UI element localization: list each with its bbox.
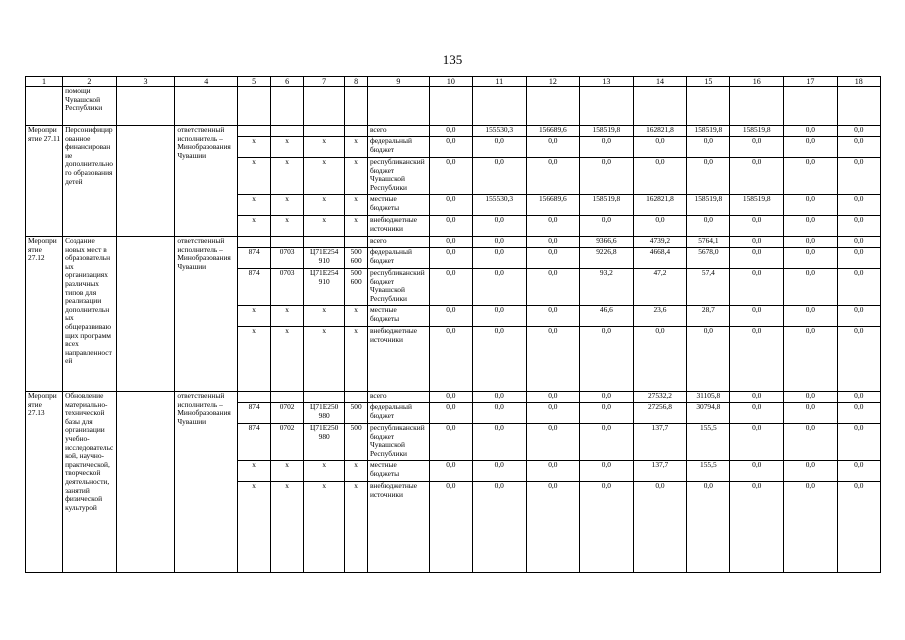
- expense-type: x: [345, 461, 368, 482]
- value-year-2: 0,0: [472, 306, 526, 327]
- funding-source: всего: [367, 126, 429, 137]
- header-cell-1: 1: [26, 77, 63, 87]
- header-cell-17: 17: [784, 77, 838, 87]
- grbs-code: x: [238, 482, 271, 573]
- value-year-6: 158519,8: [687, 195, 730, 216]
- value-year-9: 0,0: [837, 403, 880, 424]
- expense-type: x: [345, 306, 368, 327]
- target-article: x: [304, 461, 345, 482]
- value-year-7: 0,0: [730, 237, 784, 248]
- header-cell-15: 15: [687, 77, 730, 87]
- value-year-1: 0,0: [429, 237, 472, 248]
- cont-col7: [304, 87, 345, 126]
- section-code: x: [271, 327, 304, 392]
- funding-source: федеральный бюджет: [367, 403, 429, 424]
- value-year-5: 4739,2: [633, 237, 687, 248]
- value-year-6: 0,0: [687, 327, 730, 392]
- value-year-8: 0,0: [784, 392, 838, 403]
- target-article: x: [304, 137, 345, 158]
- funding-source: республиканский бюджет Чувашской Республики: [367, 269, 429, 306]
- value-year-9: 0,0: [837, 269, 880, 306]
- header-cell-16: 16: [730, 77, 784, 87]
- value-year-2: 0,0: [472, 461, 526, 482]
- value-year-7: 0,0: [730, 327, 784, 392]
- value-year-8: 0,0: [784, 216, 838, 237]
- value-year-4: 0,0: [580, 403, 634, 424]
- value-year-4: 0,0: [580, 482, 634, 573]
- value-year-8: 0,0: [784, 269, 838, 306]
- value-year-4: 9226,8: [580, 248, 634, 269]
- value-year-7: 0,0: [730, 403, 784, 424]
- cont-col18: [837, 87, 880, 126]
- funding-source: всего: [367, 237, 429, 248]
- value-year-6: 5764,1: [687, 237, 730, 248]
- grbs-code: 874: [238, 248, 271, 269]
- value-year-1: 0,0: [429, 126, 472, 137]
- value-year-8: 0,0: [784, 137, 838, 158]
- value-year-2: 0,0: [472, 137, 526, 158]
- value-year-7: 0,0: [730, 482, 784, 573]
- value-year-9: 0,0: [837, 461, 880, 482]
- header-cell-7: 7: [304, 77, 345, 87]
- value-year-9: 0,0: [837, 306, 880, 327]
- value-year-6: 0,0: [687, 137, 730, 158]
- target-article: x: [304, 482, 345, 573]
- section-code: [271, 126, 304, 137]
- header-cell-3: 3: [116, 77, 175, 87]
- target-article: [304, 126, 345, 137]
- value-year-5: 137,7: [633, 424, 687, 461]
- cont-title: помощи Чувашской Республики: [63, 87, 117, 126]
- event-code: Мероприятие 27.12: [26, 237, 63, 392]
- value-year-1: 0,0: [429, 269, 472, 306]
- expense-type: x: [345, 216, 368, 237]
- section-code: 0703: [271, 248, 304, 269]
- funding-source: федеральный бюджет: [367, 248, 429, 269]
- value-year-5: 137,7: [633, 461, 687, 482]
- value-year-6: 0,0: [687, 216, 730, 237]
- header-cell-2: 2: [63, 77, 117, 87]
- value-year-8: 0,0: [784, 403, 838, 424]
- value-year-7: 0,0: [730, 248, 784, 269]
- table-row: [26, 126, 881, 137]
- col3-empty: [116, 392, 175, 573]
- target-article: Ц71Е250 980: [304, 424, 345, 461]
- section-code: x: [271, 137, 304, 158]
- value-year-8: 0,0: [784, 461, 838, 482]
- value-year-5: 47,2: [633, 269, 687, 306]
- value-year-1: 0,0: [429, 424, 472, 461]
- section-code: x: [271, 158, 304, 195]
- value-year-6: 158519,8: [687, 126, 730, 137]
- value-year-9: 0,0: [837, 195, 880, 216]
- value-year-7: 0,0: [730, 424, 784, 461]
- value-year-1: 0,0: [429, 327, 472, 392]
- value-year-3: 0,0: [526, 327, 580, 392]
- value-year-8: 0,0: [784, 237, 838, 248]
- value-year-5: 27532,2: [633, 392, 687, 403]
- value-year-4: 0,0: [580, 392, 634, 403]
- value-year-1: 0,0: [429, 403, 472, 424]
- cont-col5: [238, 87, 271, 126]
- value-year-3: 0,0: [526, 237, 580, 248]
- value-year-1: 0,0: [429, 482, 472, 573]
- funding-source: республиканский бюджет Чувашской Республики: [367, 424, 429, 461]
- value-year-7: 158519,8: [730, 126, 784, 137]
- cont-col11: [472, 87, 526, 126]
- expense-type: 500 600: [345, 269, 368, 306]
- expense-type: x: [345, 195, 368, 216]
- cont-col13: [580, 87, 634, 126]
- section-code: x: [271, 482, 304, 573]
- value-year-4: 158519,8: [580, 126, 634, 137]
- value-year-3: 0,0: [526, 424, 580, 461]
- value-year-8: 0,0: [784, 306, 838, 327]
- continuation-row: [26, 87, 881, 126]
- value-year-2: 0,0: [472, 327, 526, 392]
- value-year-1: 0,0: [429, 461, 472, 482]
- funding-source: внебюджетные источники: [367, 327, 429, 392]
- funding-source: местные бюджеты: [367, 461, 429, 482]
- value-year-1: 0,0: [429, 306, 472, 327]
- event-code: Мероприятие 27.13: [26, 392, 63, 573]
- value-year-6: 0,0: [687, 158, 730, 195]
- value-year-2: 155530,3: [472, 126, 526, 137]
- value-year-7: 0,0: [730, 269, 784, 306]
- value-year-2: 0,0: [472, 248, 526, 269]
- section-code: x: [271, 195, 304, 216]
- expense-type: 500: [345, 424, 368, 461]
- expense-type: [345, 126, 368, 137]
- value-year-1: 0,0: [429, 158, 472, 195]
- cont-col6: [271, 87, 304, 126]
- target-article: Ц71Е254 910: [304, 248, 345, 269]
- value-year-6: 28,7: [687, 306, 730, 327]
- responsible: ответственный исполнитель – Минобразования Чувашии: [175, 126, 238, 237]
- section-code: 0703: [271, 269, 304, 306]
- cont-col15: [687, 87, 730, 126]
- cont-col3: [116, 87, 175, 126]
- value-year-7: 0,0: [730, 306, 784, 327]
- value-year-1: 0,0: [429, 195, 472, 216]
- value-year-3: 0,0: [526, 248, 580, 269]
- event-code: Мероприятие 27.11: [26, 126, 63, 237]
- value-year-5: 4668,4: [633, 248, 687, 269]
- funding-source: внебюджетные источники: [367, 482, 429, 573]
- value-year-3: 0,0: [526, 392, 580, 403]
- value-year-5: 0,0: [633, 137, 687, 158]
- value-year-5: 162821,8: [633, 126, 687, 137]
- value-year-3: 0,0: [526, 269, 580, 306]
- event-title: Создание новых мест в образовательных организациях различных типов для реализации дополнительных общеразвивающих программ всех направленностей: [63, 237, 117, 392]
- grbs-code: 874: [238, 403, 271, 424]
- value-year-7: 0,0: [730, 158, 784, 195]
- section-code: 0702: [271, 424, 304, 461]
- value-year-2: 0,0: [472, 216, 526, 237]
- header-cell-13: 13: [580, 77, 634, 87]
- value-year-8: 0,0: [784, 195, 838, 216]
- value-year-7: 0,0: [730, 216, 784, 237]
- value-year-2: 0,0: [472, 158, 526, 195]
- event-title: Персонифицированное финансирование дополнительного образования детей: [63, 126, 117, 237]
- value-year-9: 0,0: [837, 327, 880, 392]
- header-cell-5: 5: [238, 77, 271, 87]
- value-year-6: 57,4: [687, 269, 730, 306]
- table-row: [26, 237, 881, 248]
- value-year-4: 0,0: [580, 137, 634, 158]
- expense-type: 500 600: [345, 248, 368, 269]
- grbs-code: [238, 237, 271, 248]
- grbs-code: [238, 392, 271, 403]
- grbs-code: x: [238, 137, 271, 158]
- target-article: x: [304, 327, 345, 392]
- budget-table: [25, 76, 881, 573]
- header-cell-9: 9: [367, 77, 429, 87]
- event-title: Обновление материально-технической базы для организации учебно-исследовательской, научно-практической, творческой деятельности, занятий физической культурой: [63, 392, 117, 573]
- table-row: [26, 392, 881, 403]
- value-year-1: 0,0: [429, 392, 472, 403]
- value-year-5: 0,0: [633, 158, 687, 195]
- section-code: 0702: [271, 403, 304, 424]
- value-year-5: 0,0: [633, 216, 687, 237]
- value-year-7: 158519,8: [730, 195, 784, 216]
- value-year-6: 155,5: [687, 461, 730, 482]
- header-cell-10: 10: [429, 77, 472, 87]
- expense-type: [345, 237, 368, 248]
- value-year-8: 0,0: [784, 126, 838, 137]
- value-year-3: 0,0: [526, 461, 580, 482]
- value-year-9: 0,0: [837, 424, 880, 461]
- value-year-4: 93,2: [580, 269, 634, 306]
- value-year-4: 0,0: [580, 158, 634, 195]
- value-year-2: 155530,3: [472, 195, 526, 216]
- grbs-code: x: [238, 306, 271, 327]
- col3-empty: [116, 126, 175, 237]
- cont-col10: [429, 87, 472, 126]
- section-code: [271, 392, 304, 403]
- responsible: ответственный исполнитель – Минобразования Чувашии: [175, 392, 238, 573]
- expense-type: x: [345, 137, 368, 158]
- cont-col12: [526, 87, 580, 126]
- cont-col14: [633, 87, 687, 126]
- value-year-7: 0,0: [730, 137, 784, 158]
- header-cell-4: 4: [175, 77, 238, 87]
- section-code: x: [271, 461, 304, 482]
- grbs-code: [238, 126, 271, 137]
- value-year-5: 27256,8: [633, 403, 687, 424]
- value-year-1: 0,0: [429, 248, 472, 269]
- value-year-9: 0,0: [837, 237, 880, 248]
- value-year-7: 0,0: [730, 392, 784, 403]
- value-year-3: 0,0: [526, 137, 580, 158]
- value-year-6: 30794,8: [687, 403, 730, 424]
- header-cell-12: 12: [526, 77, 580, 87]
- value-year-3: 0,0: [526, 482, 580, 573]
- cont-col17: [784, 87, 838, 126]
- value-year-5: 23,6: [633, 306, 687, 327]
- value-year-2: 0,0: [472, 403, 526, 424]
- value-year-2: 0,0: [472, 237, 526, 248]
- value-year-4: 0,0: [580, 461, 634, 482]
- grbs-code: x: [238, 158, 271, 195]
- grbs-code: x: [238, 195, 271, 216]
- target-article: Ц71Е250 980: [304, 403, 345, 424]
- value-year-7: 0,0: [730, 461, 784, 482]
- value-year-3: 0,0: [526, 306, 580, 327]
- grbs-code: x: [238, 327, 271, 392]
- value-year-9: 0,0: [837, 158, 880, 195]
- funding-source: всего: [367, 392, 429, 403]
- funding-source: местные бюджеты: [367, 306, 429, 327]
- section-code: x: [271, 216, 304, 237]
- header-cell-14: 14: [633, 77, 687, 87]
- value-year-8: 0,0: [784, 248, 838, 269]
- value-year-1: 0,0: [429, 216, 472, 237]
- value-year-4: 9366,6: [580, 237, 634, 248]
- header-row: [26, 77, 881, 87]
- value-year-6: 5678,0: [687, 248, 730, 269]
- header-cell-11: 11: [472, 77, 526, 87]
- value-year-2: 0,0: [472, 392, 526, 403]
- value-year-3: 0,0: [526, 216, 580, 237]
- grbs-code: x: [238, 216, 271, 237]
- value-year-2: 0,0: [472, 269, 526, 306]
- expense-type: [345, 392, 368, 403]
- funding-source: республиканский бюджет Чувашской Республики: [367, 158, 429, 195]
- expense-type: 500: [345, 403, 368, 424]
- header-cell-6: 6: [271, 77, 304, 87]
- value-year-4: 46,6: [580, 306, 634, 327]
- value-year-9: 0,0: [837, 216, 880, 237]
- value-year-2: 0,0: [472, 424, 526, 461]
- value-year-4: 0,0: [580, 424, 634, 461]
- value-year-3: 156689,6: [526, 126, 580, 137]
- value-year-8: 0,0: [784, 424, 838, 461]
- cont-col9: [367, 87, 429, 126]
- page-number: 135: [442, 52, 463, 67]
- target-article: x: [304, 216, 345, 237]
- expense-type: x: [345, 327, 368, 392]
- responsible: ответственный исполнитель – Минобразования Чувашии: [175, 237, 238, 392]
- funding-source: внебюджетные источники: [367, 216, 429, 237]
- target-article: [304, 237, 345, 248]
- value-year-9: 0,0: [837, 482, 880, 573]
- target-article: x: [304, 195, 345, 216]
- col3-empty: [116, 237, 175, 392]
- value-year-6: 0,0: [687, 482, 730, 573]
- header-cell-18: 18: [837, 77, 880, 87]
- value-year-6: 155,5: [687, 424, 730, 461]
- value-year-3: 0,0: [526, 403, 580, 424]
- value-year-8: 0,0: [784, 327, 838, 392]
- value-year-2: 0,0: [472, 482, 526, 573]
- value-year-9: 0,0: [837, 392, 880, 403]
- value-year-4: 0,0: [580, 216, 634, 237]
- value-year-3: 0,0: [526, 158, 580, 195]
- cont-col1: [26, 87, 63, 126]
- target-article: Ц71Е254 910: [304, 269, 345, 306]
- cont-col16: [730, 87, 784, 126]
- cont-col8: [345, 87, 368, 126]
- header-cell-8: 8: [345, 77, 368, 87]
- grbs-code: x: [238, 461, 271, 482]
- value-year-5: 162821,8: [633, 195, 687, 216]
- funding-source: федеральный бюджет: [367, 137, 429, 158]
- grbs-code: 874: [238, 269, 271, 306]
- value-year-9: 0,0: [837, 126, 880, 137]
- expense-type: x: [345, 158, 368, 195]
- section-code: [271, 237, 304, 248]
- value-year-8: 0,0: [784, 158, 838, 195]
- target-article: x: [304, 158, 345, 195]
- value-year-9: 0,0: [837, 137, 880, 158]
- target-article: x: [304, 306, 345, 327]
- expense-type: x: [345, 482, 368, 573]
- value-year-6: 31105,8: [687, 392, 730, 403]
- value-year-9: 0,0: [837, 248, 880, 269]
- target-article: [304, 392, 345, 403]
- value-year-8: 0,0: [784, 482, 838, 573]
- value-year-1: 0,0: [429, 137, 472, 158]
- value-year-3: 156689,6: [526, 195, 580, 216]
- value-year-4: 0,0: [580, 327, 634, 392]
- value-year-5: 0,0: [633, 482, 687, 573]
- section-code: x: [271, 306, 304, 327]
- grbs-code: 874: [238, 424, 271, 461]
- cont-col4: [175, 87, 238, 126]
- value-year-5: 0,0: [633, 327, 687, 392]
- funding-source: местные бюджеты: [367, 195, 429, 216]
- value-year-4: 158519,8: [580, 195, 634, 216]
